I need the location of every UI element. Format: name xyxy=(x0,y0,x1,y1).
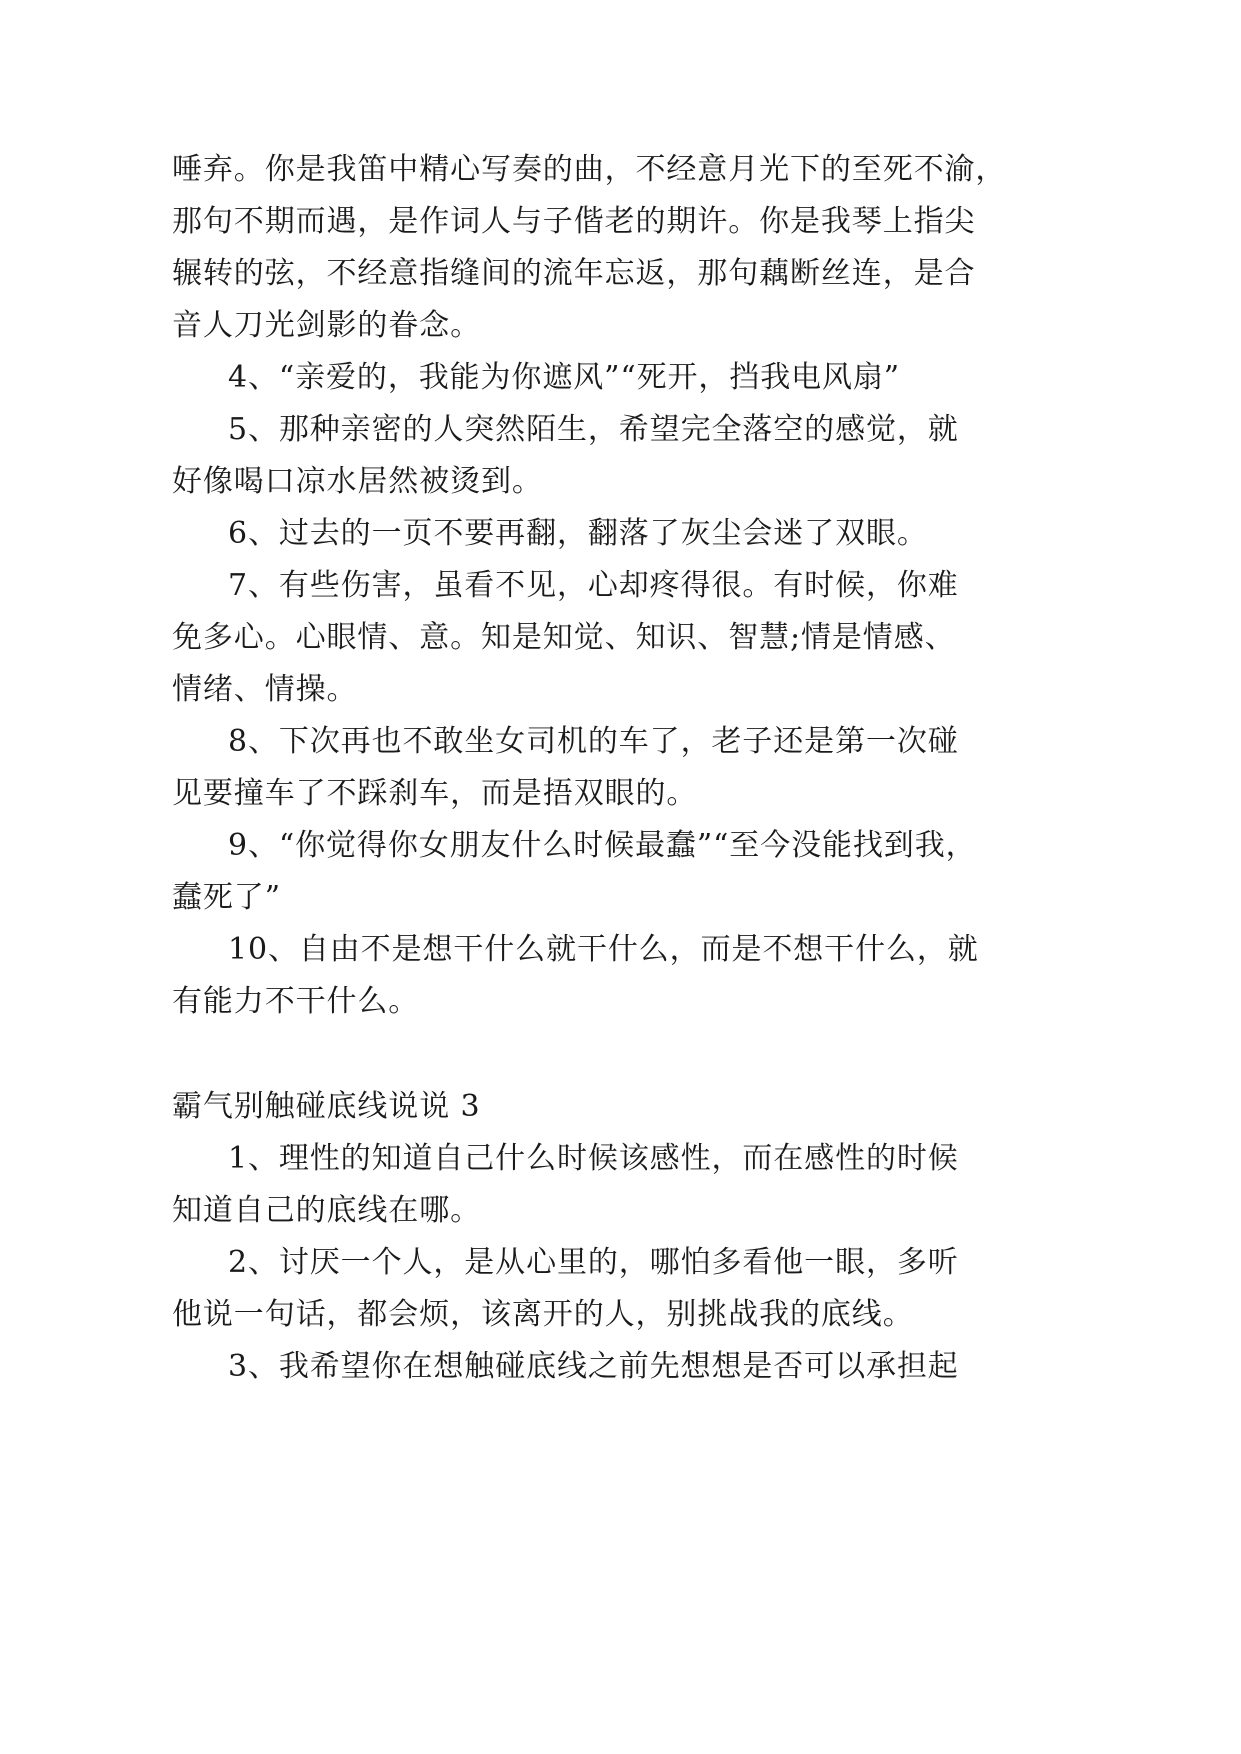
list-item-6: 6、过去的一页不要再翻，翻落了灰尘会迷了双眼。 xyxy=(228,516,928,551)
paragraph-line: 音人刀光剑影的眷念。 xyxy=(172,308,481,343)
paragraph-line: 那句不期而遇，是作词人与子偕老的期许。你是我琴上指尖 xyxy=(172,204,976,239)
list-item-9: 9、“你觉得你女朋友什么时候最蠢”“至今没能找到我， xyxy=(228,828,977,863)
list-item-3: 3、我希望你在想触碰底线之前先想想是否可以承担起 xyxy=(228,1349,959,1384)
list-item-2: 2、讨厌一个人，是从心里的，哪怕多看他一眼，多听 xyxy=(228,1245,959,1280)
list-item-5: 5、那种亲密的人突然陌生，希望完全落空的感觉，就 xyxy=(228,412,959,447)
paragraph-line: 好像喝口凉水居然被烫到。 xyxy=(172,464,543,499)
paragraph-line: 他说一句话，都会烦，该离开的人，别挑战我的底线。 xyxy=(172,1297,914,1332)
paragraph-line: 情绪、情操。 xyxy=(172,672,358,707)
list-item-10: 10、自由不是想干什么就干什么，而是不想干什么，就 xyxy=(228,932,979,967)
list-item-1: 1、理性的知道自己什么时候该感性，而在感性的时候 xyxy=(228,1141,959,1176)
paragraph-line: 蠢死了” xyxy=(172,880,281,915)
list-item-4: 4、“亲爱的，我能为你遮风”“死开，挡我电风扇” xyxy=(228,360,901,395)
paragraph-line: 唾弃。你是我笛中精心写奏的曲，不经意月光下的至死不渝， xyxy=(172,152,1007,187)
paragraph-line: 知道自己的底线在哪。 xyxy=(172,1193,481,1228)
paragraph-line: 见要撞车了不踩刹车，而是捂双眼的。 xyxy=(172,776,698,811)
list-item-7: 7、有些伤害，虽看不见，心却疼得很。有时候，你难 xyxy=(228,568,959,603)
paragraph-line: 辗转的弦，不经意指缝间的流年忘返，那句藕断丝连，是合 xyxy=(172,256,976,291)
paragraph-line: 有能力不干什么。 xyxy=(172,984,420,1019)
list-item-8: 8、下次再也不敢坐女司机的车了，老子还是第一次碰 xyxy=(228,724,959,759)
section-heading: 霸气别触碰底线说说 3 xyxy=(172,1089,481,1124)
paragraph-line: 免多心。心眼情、意。知是知觉、知识、智慧;情是情感、 xyxy=(172,620,956,655)
